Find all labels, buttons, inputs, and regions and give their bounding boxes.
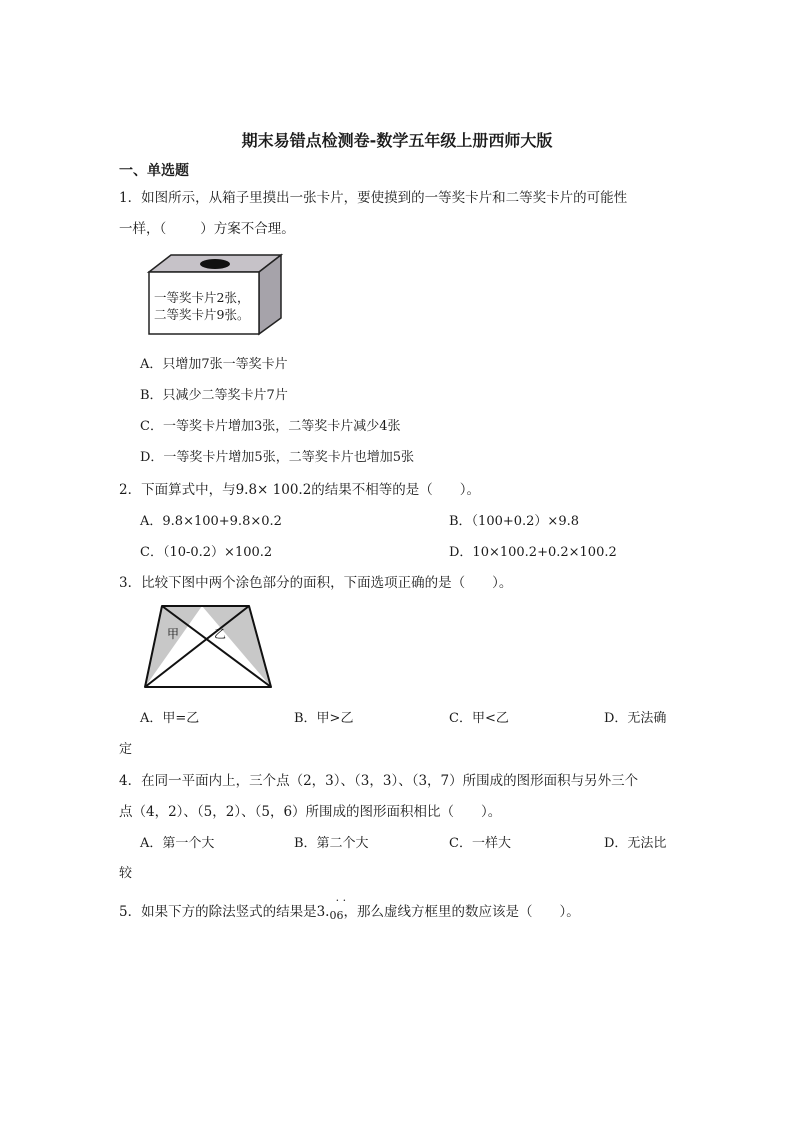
box-opening — [200, 259, 230, 269]
triangle-figure — [140, 600, 280, 692]
question-4-line-1: 4．在同一平面内上，三个点（2，3）、（3，3）、（3，7）所围成的图形面积与另外三个 — [119, 773, 639, 789]
q4-option-d: D．无法比 — [604, 836, 667, 851]
q4-option-c: C．一样大 — [449, 836, 511, 851]
q1-option-a: A．只增加7张一等奖卡片 — [140, 357, 288, 372]
box-label-line-2: 二等奖卡片9张。 — [154, 307, 250, 322]
q2-option-c: C．（10-0.2）×100.2 — [140, 545, 273, 560]
q4-option-d-wrap: 较 — [119, 866, 133, 881]
question-2-stem: 2．下面算式中，与9.8× 100.2的结果不相等的是（ ）。 — [119, 482, 481, 498]
page-title: 期末易错点检测卷-数学五年级上册西师大版 — [241, 131, 553, 150]
q3-option-b: B．甲>乙 — [294, 711, 354, 726]
label-yi: 乙 — [214, 627, 227, 641]
q3-option-c: C．甲<乙 — [449, 711, 509, 726]
repeating-decimal-digits: 06 — [329, 909, 344, 922]
q1-option-c: C．一等奖卡片增加3张，二等奖卡片减少4张 — [140, 419, 401, 434]
question-5-stem-a: 5．如果下方的除法竖式的结果是 — [119, 904, 317, 920]
repeating-dots: · · — [335, 894, 347, 907]
question-1-line-2 — [119, 217, 295, 237]
label-jia: 甲 — [167, 627, 180, 641]
q4-option-b: B．第二个大 — [294, 836, 369, 851]
q2-option-a: A．9.8×100+9.8×0.2 — [140, 514, 282, 529]
question-3-stem: 3．比较下图中两个涂色部分的面积，下面选项正确的是（ ）。 — [119, 575, 513, 591]
q3-option-a: A．甲=乙 — [140, 711, 200, 726]
question-1-stem-a: 一样，（ — [119, 221, 167, 237]
q2-option-d: D．10×100.2+0.2×100.2 — [449, 545, 617, 560]
question-5-stem — [119, 894, 580, 922]
q1-option-b: B．只减少二等奖卡片7片 — [140, 388, 288, 403]
repeating-decimal — [316, 894, 347, 922]
q3-option-d-wrap: 定 — [119, 742, 133, 757]
question-1-stem-b: ）方案不合理。 — [200, 221, 295, 237]
question-1-line-1: 1．如图所示，从箱子里摸出一张卡片，要使摸到的一等奖卡片和二等奖卡片的可能性 — [119, 190, 628, 206]
q3-option-d: D．无法确 — [604, 711, 667, 726]
question-5-stem-b: ，那么虚线方框里的数应该是（ ）。 — [343, 904, 580, 920]
section-heading: 一、单选题 — [119, 163, 189, 179]
question-4-line-2: 点（4，2）、（5，2）、（5，6）所围成的图形面积相比（ ）。 — [119, 804, 502, 820]
repeating-decimal-integer: 3. — [316, 904, 330, 920]
q4-option-a: A．第一个大 — [140, 836, 215, 851]
box-label-line-1: 一等奖卡片2张， — [154, 290, 250, 305]
q2-option-b: B．（100+0.2）×9.8 — [449, 514, 580, 529]
q1-option-d: D．一等奖卡片增加5张，二等奖卡片也增加5张 — [140, 450, 414, 465]
